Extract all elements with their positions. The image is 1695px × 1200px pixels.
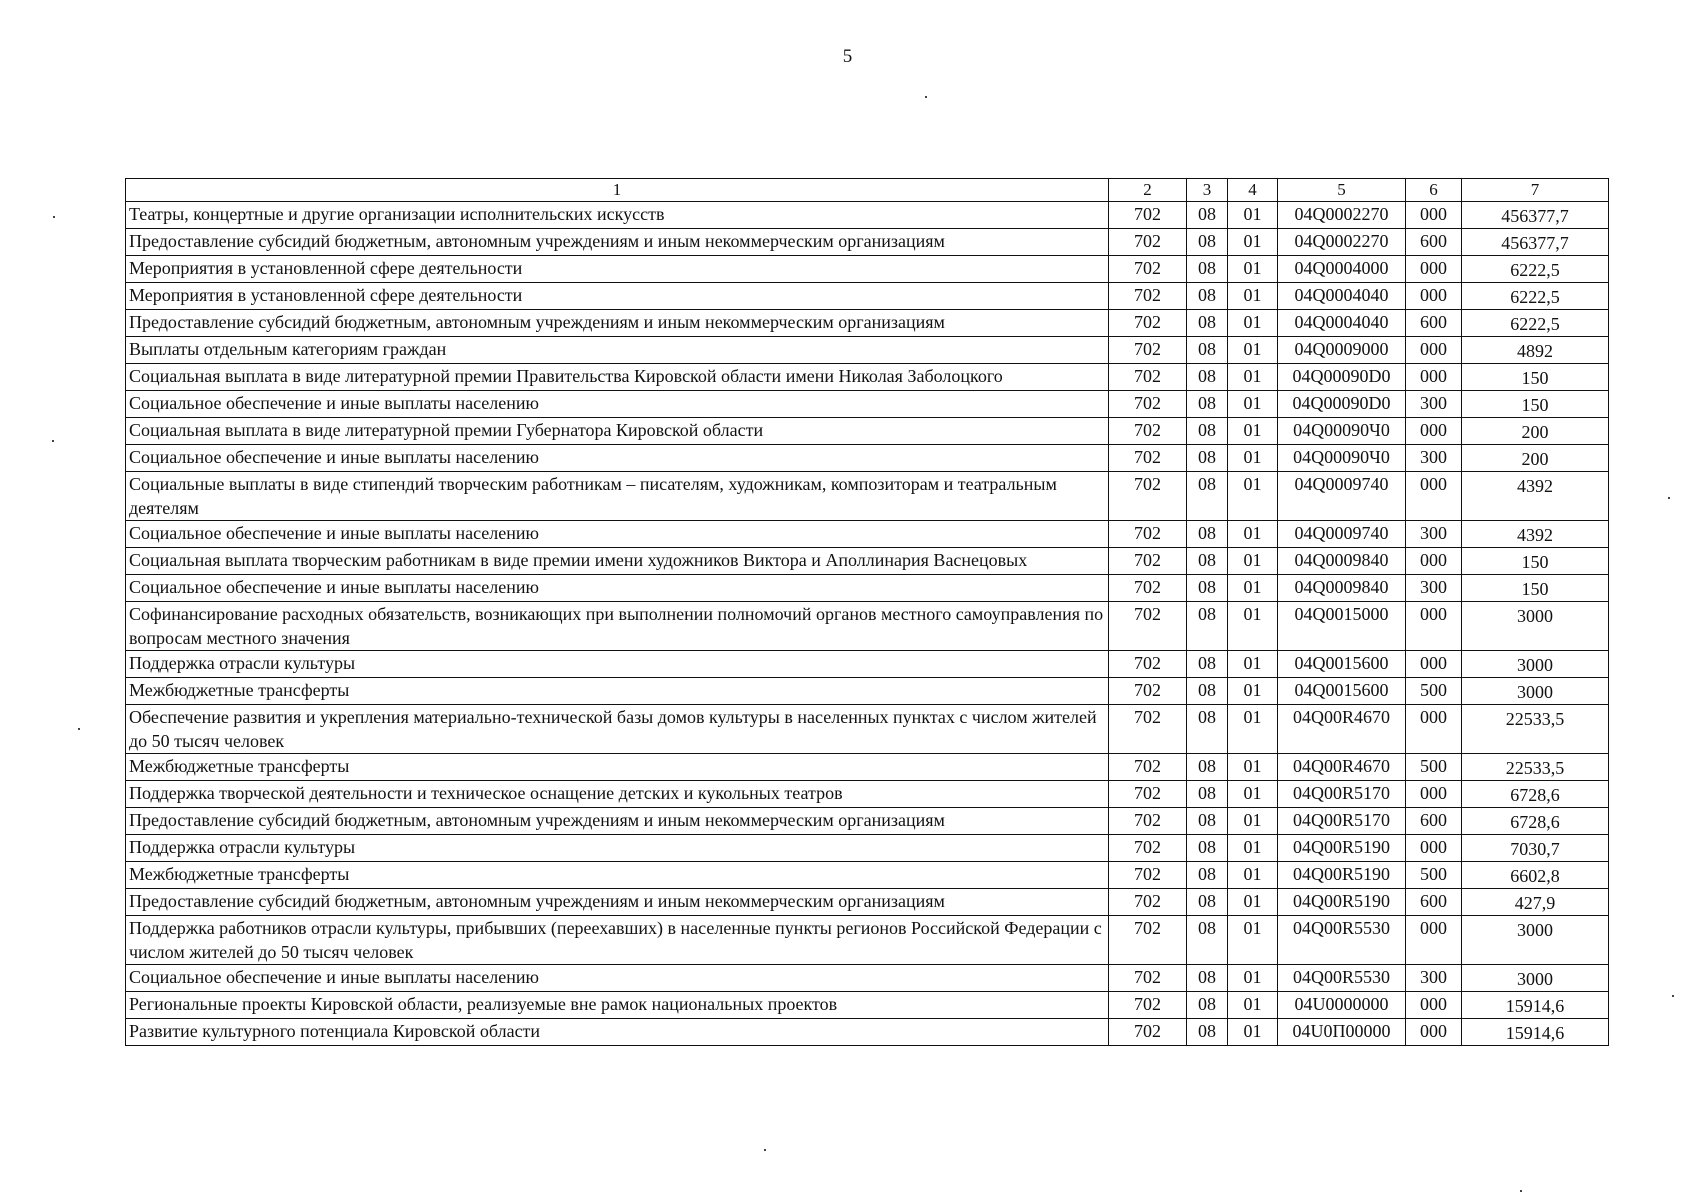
section-code-cell: 08	[1187, 418, 1228, 445]
table-row	[126, 391, 1609, 418]
amount-cell: 22533,5	[1462, 754, 1609, 781]
table-row	[126, 862, 1609, 889]
target-article-cell: 04Q0002270	[1278, 229, 1406, 256]
subsection-code-cell: 01	[1228, 602, 1278, 651]
expense-type-cell: 300	[1406, 965, 1462, 992]
amount-cell: 6728,6	[1462, 808, 1609, 835]
grbs-code-cell: 702	[1109, 472, 1187, 521]
target-article-cell: 04Q0009740	[1278, 472, 1406, 521]
subsection-code-cell: 01	[1228, 916, 1278, 965]
subsection-code-cell: 01	[1228, 310, 1278, 337]
section-code-cell: 08	[1187, 705, 1228, 754]
expense-type-cell: 000	[1406, 1019, 1462, 1046]
subsection-code-cell: 01	[1228, 651, 1278, 678]
target-article-cell: 04Q0004040	[1278, 283, 1406, 310]
section-code-cell: 08	[1187, 202, 1228, 229]
section-code-cell: 08	[1187, 364, 1228, 391]
table-body	[126, 202, 1609, 1046]
scan-speck	[925, 96, 927, 98]
table-row	[126, 992, 1609, 1019]
table-row	[126, 445, 1609, 472]
row-name-cell: Поддержка отрасли культуры	[126, 651, 1109, 678]
row-name-cell: Мероприятия в установленной сфере деятельности	[126, 283, 1109, 310]
target-article-cell: 04Q0015000	[1278, 602, 1406, 651]
section-code-cell: 08	[1187, 256, 1228, 283]
grbs-code-cell: 702	[1109, 916, 1187, 965]
expense-type-cell: 000	[1406, 835, 1462, 862]
table-row	[126, 705, 1609, 754]
subsection-code-cell: 01	[1228, 548, 1278, 575]
page-number: 5	[842, 46, 853, 67]
target-article-cell: 04Q0009740	[1278, 521, 1406, 548]
subsection-code-cell: 01	[1228, 391, 1278, 418]
expense-type-cell: 000	[1406, 364, 1462, 391]
subsection-code-cell: 01	[1228, 202, 1278, 229]
table-row	[126, 754, 1609, 781]
amount-cell: 6602,8	[1462, 862, 1609, 889]
table-row	[126, 283, 1609, 310]
expense-type-cell: 000	[1406, 602, 1462, 651]
subsection-code-cell: 01	[1228, 862, 1278, 889]
expense-type-cell: 300	[1406, 575, 1462, 602]
expense-type-cell: 000	[1406, 283, 1462, 310]
grbs-code-cell: 702	[1109, 256, 1187, 283]
expense-type-cell: 300	[1406, 521, 1462, 548]
amount-cell: 22533,5	[1462, 705, 1609, 754]
section-code-cell: 08	[1187, 337, 1228, 364]
amount-cell: 3000	[1462, 651, 1609, 678]
table-row	[126, 781, 1609, 808]
section-code-cell: 08	[1187, 521, 1228, 548]
amount-cell: 6728,6	[1462, 781, 1609, 808]
row-name-cell: Театры, концертные и другие организации исполнительских искусств	[126, 202, 1109, 229]
amount-cell: 6222,5	[1462, 283, 1609, 310]
row-name-cell: Межбюджетные трансферты	[126, 678, 1109, 705]
subsection-code-cell: 01	[1228, 472, 1278, 521]
subsection-code-cell: 01	[1228, 283, 1278, 310]
row-name-cell: Социальные выплаты в виде стипендий творческим работникам – писателям, художникам, композиторам и театральным деятелям	[126, 472, 1109, 521]
table-row	[126, 575, 1609, 602]
row-name-cell: Социальное обеспечение и иные выплаты населению	[126, 575, 1109, 602]
subsection-code-cell: 01	[1228, 781, 1278, 808]
subsection-code-cell: 01	[1228, 965, 1278, 992]
amount-cell: 150	[1462, 575, 1609, 602]
grbs-code-cell: 702	[1109, 1019, 1187, 1046]
subsection-code-cell: 01	[1228, 229, 1278, 256]
row-name-cell: Предоставление субсидий бюджетным, автономным учреждениям и иным некоммерческим организациям	[126, 229, 1109, 256]
column-header: 7	[1462, 179, 1609, 202]
grbs-code-cell: 702	[1109, 965, 1187, 992]
amount-cell: 3000	[1462, 916, 1609, 965]
target-article-cell: 04Q00090D0	[1278, 364, 1406, 391]
expense-type-cell: 000	[1406, 256, 1462, 283]
grbs-code-cell: 702	[1109, 705, 1187, 754]
amount-cell: 427,9	[1462, 889, 1609, 916]
amount-cell: 15914,6	[1462, 992, 1609, 1019]
row-name-cell: Предоставление субсидий бюджетным, автономным учреждениям и иным некоммерческим организациям	[126, 808, 1109, 835]
scan-speck	[52, 440, 54, 442]
grbs-code-cell: 702	[1109, 521, 1187, 548]
target-article-cell: 04Q00090D0	[1278, 391, 1406, 418]
subsection-code-cell: 01	[1228, 889, 1278, 916]
table-row	[126, 472, 1609, 521]
row-name-cell: Предоставление субсидий бюджетным, автономным учреждениям и иным некоммерческим организациям	[126, 889, 1109, 916]
table-row	[126, 835, 1609, 862]
subsection-code-cell: 01	[1228, 418, 1278, 445]
expense-type-cell: 500	[1406, 754, 1462, 781]
subsection-code-cell: 01	[1228, 575, 1278, 602]
expense-type-cell: 600	[1406, 889, 1462, 916]
target-article-cell: 04U0000000	[1278, 992, 1406, 1019]
subsection-code-cell: 01	[1228, 808, 1278, 835]
target-article-cell: 04Q0009000	[1278, 337, 1406, 364]
amount-cell: 3000	[1462, 965, 1609, 992]
row-name-cell: Поддержка творческой деятельности и техническое оснащение детских и кукольных театров	[126, 781, 1109, 808]
grbs-code-cell: 702	[1109, 337, 1187, 364]
amount-cell: 6222,5	[1462, 256, 1609, 283]
section-code-cell: 08	[1187, 808, 1228, 835]
grbs-code-cell: 702	[1109, 445, 1187, 472]
grbs-code-cell: 702	[1109, 229, 1187, 256]
grbs-code-cell: 702	[1109, 575, 1187, 602]
section-code-cell: 08	[1187, 602, 1228, 651]
target-article-cell: 04Q00R5190	[1278, 835, 1406, 862]
grbs-code-cell: 702	[1109, 602, 1187, 651]
amount-cell: 150	[1462, 548, 1609, 575]
grbs-code-cell: 702	[1109, 862, 1187, 889]
target-article-cell: 04Q0009840	[1278, 575, 1406, 602]
expense-type-cell: 600	[1406, 310, 1462, 337]
table-row	[126, 889, 1609, 916]
table-row	[126, 1019, 1609, 1046]
section-code-cell: 08	[1187, 575, 1228, 602]
expense-type-cell: 300	[1406, 391, 1462, 418]
column-header: 6	[1406, 179, 1462, 202]
section-code-cell: 08	[1187, 965, 1228, 992]
subsection-code-cell: 01	[1228, 256, 1278, 283]
target-article-cell: 04Q00R5190	[1278, 862, 1406, 889]
target-article-cell: 04Q0004040	[1278, 310, 1406, 337]
row-name-cell: Социальное обеспечение и иные выплаты населению	[126, 391, 1109, 418]
column-header: 1	[126, 179, 1109, 202]
row-name-cell: Поддержка отрасли культуры	[126, 835, 1109, 862]
target-article-cell: 04Q0004000	[1278, 256, 1406, 283]
expense-type-cell: 300	[1406, 445, 1462, 472]
section-code-cell: 08	[1187, 992, 1228, 1019]
table-row	[126, 229, 1609, 256]
table-row	[126, 651, 1609, 678]
column-header: 5	[1278, 179, 1406, 202]
grbs-code-cell: 702	[1109, 418, 1187, 445]
amount-cell: 4392	[1462, 472, 1609, 521]
section-code-cell: 08	[1187, 651, 1228, 678]
amount-cell: 200	[1462, 445, 1609, 472]
section-code-cell: 08	[1187, 916, 1228, 965]
grbs-code-cell: 702	[1109, 992, 1187, 1019]
expense-type-cell: 000	[1406, 202, 1462, 229]
amount-cell: 200	[1462, 418, 1609, 445]
expense-type-cell: 600	[1406, 229, 1462, 256]
grbs-code-cell: 702	[1109, 835, 1187, 862]
row-name-cell: Социальная выплата в виде литературной премии Губернатора Кировской области	[126, 418, 1109, 445]
target-article-cell: 04Q00090Ч0	[1278, 418, 1406, 445]
subsection-code-cell: 01	[1228, 992, 1278, 1019]
scan-speck	[1672, 995, 1674, 997]
table-row	[126, 418, 1609, 445]
section-code-cell: 08	[1187, 391, 1228, 418]
section-code-cell: 08	[1187, 548, 1228, 575]
target-article-cell: 04U0П00000	[1278, 1019, 1406, 1046]
row-name-cell: Предоставление субсидий бюджетным, автономным учреждениям и иным некоммерческим организациям	[126, 310, 1109, 337]
budget-table	[125, 178, 1609, 1046]
target-article-cell: 04Q00R4670	[1278, 705, 1406, 754]
expense-type-cell: 000	[1406, 418, 1462, 445]
expense-type-cell: 500	[1406, 862, 1462, 889]
table-row	[126, 364, 1609, 391]
grbs-code-cell: 702	[1109, 754, 1187, 781]
row-name-cell: Обеспечение развития и укрепления материально-технической базы домов культуры в населенных пунктах с числом жителей до 50 тысяч человек	[126, 705, 1109, 754]
subsection-code-cell: 01	[1228, 1019, 1278, 1046]
amount-cell: 150	[1462, 364, 1609, 391]
section-code-cell: 08	[1187, 229, 1228, 256]
target-article-cell: 04Q0009840	[1278, 548, 1406, 575]
row-name-cell: Развитие культурного потенциала Кировской области	[126, 1019, 1109, 1046]
subsection-code-cell: 01	[1228, 835, 1278, 862]
target-article-cell: 04Q00R5530	[1278, 916, 1406, 965]
subsection-code-cell: 01	[1228, 364, 1278, 391]
grbs-code-cell: 702	[1109, 678, 1187, 705]
amount-cell: 15914,6	[1462, 1019, 1609, 1046]
grbs-code-cell: 702	[1109, 548, 1187, 575]
amount-cell: 4392	[1462, 521, 1609, 548]
row-name-cell: Социальная выплата в виде литературной премии Правительства Кировской области имени Николая Заболоцкого	[126, 364, 1109, 391]
scan-speck	[1520, 1190, 1522, 1192]
amount-cell: 4892	[1462, 337, 1609, 364]
section-code-cell: 08	[1187, 678, 1228, 705]
table-row	[126, 337, 1609, 364]
row-name-cell: Региональные проекты Кировской области, реализуемые вне рамок национальных проектов	[126, 992, 1109, 1019]
subsection-code-cell: 01	[1228, 678, 1278, 705]
column-header: 3	[1187, 179, 1228, 202]
target-article-cell: 04Q0015600	[1278, 651, 1406, 678]
grbs-code-cell: 702	[1109, 889, 1187, 916]
expense-type-cell: 000	[1406, 548, 1462, 575]
amount-cell: 6222,5	[1462, 310, 1609, 337]
amount-cell: 3000	[1462, 602, 1609, 651]
section-code-cell: 08	[1187, 781, 1228, 808]
grbs-code-cell: 702	[1109, 202, 1187, 229]
row-name-cell: Социальная выплата творческим работникам в виде премии имени художников Виктора и Аполлинария Васнецовых	[126, 548, 1109, 575]
table-row	[126, 965, 1609, 992]
table-row	[126, 678, 1609, 705]
amount-cell: 456377,7	[1462, 229, 1609, 256]
grbs-code-cell: 702	[1109, 808, 1187, 835]
expense-type-cell: 000	[1406, 651, 1462, 678]
section-code-cell: 08	[1187, 310, 1228, 337]
row-name-cell: Социальное обеспечение и иные выплаты населению	[126, 965, 1109, 992]
row-name-cell: Поддержка работников отрасли культуры, прибывших (переехавших) в населенные пункты регионов Российской Федерации с числом жителей до 50 тысяч человек	[126, 916, 1109, 965]
grbs-code-cell: 702	[1109, 310, 1187, 337]
section-code-cell: 08	[1187, 445, 1228, 472]
row-name-cell: Мероприятия в установленной сфере деятельности	[126, 256, 1109, 283]
target-article-cell: 04Q00090Ч0	[1278, 445, 1406, 472]
target-article-cell: 04Q00R5170	[1278, 781, 1406, 808]
target-article-cell: 04Q00R5170	[1278, 808, 1406, 835]
section-code-cell: 08	[1187, 835, 1228, 862]
expense-type-cell: 000	[1406, 472, 1462, 521]
grbs-code-cell: 702	[1109, 781, 1187, 808]
row-name-cell: Межбюджетные трансферты	[126, 862, 1109, 889]
subsection-code-cell: 01	[1228, 521, 1278, 548]
table-row	[126, 808, 1609, 835]
amount-cell: 150	[1462, 391, 1609, 418]
expense-type-cell: 000	[1406, 916, 1462, 965]
section-code-cell: 08	[1187, 862, 1228, 889]
section-code-cell: 08	[1187, 754, 1228, 781]
subsection-code-cell: 01	[1228, 337, 1278, 364]
section-code-cell: 08	[1187, 889, 1228, 916]
scan-speck	[1668, 497, 1670, 499]
expense-type-cell: 600	[1406, 808, 1462, 835]
amount-cell: 3000	[1462, 678, 1609, 705]
target-article-cell: 04Q00R4670	[1278, 754, 1406, 781]
section-code-cell: 08	[1187, 283, 1228, 310]
target-article-cell: 04Q00R5190	[1278, 889, 1406, 916]
table-row	[126, 256, 1609, 283]
section-code-cell: 08	[1187, 472, 1228, 521]
subsection-code-cell: 01	[1228, 754, 1278, 781]
expense-type-cell: 000	[1406, 337, 1462, 364]
amount-cell: 456377,7	[1462, 202, 1609, 229]
row-name-cell: Выплаты отдельным категориям граждан	[126, 337, 1109, 364]
table-row	[126, 602, 1609, 651]
grbs-code-cell: 702	[1109, 283, 1187, 310]
grbs-code-cell: 702	[1109, 651, 1187, 678]
table-header-row	[126, 179, 1609, 202]
scan-speck	[78, 728, 80, 730]
grbs-code-cell: 702	[1109, 391, 1187, 418]
column-header: 4	[1228, 179, 1278, 202]
section-code-cell: 08	[1187, 1019, 1228, 1046]
scan-speck	[764, 1149, 766, 1151]
row-name-cell: Социальное обеспечение и иные выплаты населению	[126, 445, 1109, 472]
column-header: 2	[1109, 179, 1187, 202]
table-row	[126, 521, 1609, 548]
grbs-code-cell: 702	[1109, 364, 1187, 391]
table-row	[126, 202, 1609, 229]
row-name-cell: Софинансирование расходных обязательств, возникающих при выполнении полномочий органов местного самоуправления по вопросам местного значения	[126, 602, 1109, 651]
expense-type-cell: 000	[1406, 705, 1462, 754]
row-name-cell: Социальное обеспечение и иные выплаты населению	[126, 521, 1109, 548]
subsection-code-cell: 01	[1228, 445, 1278, 472]
table-row	[126, 548, 1609, 575]
scan-speck	[53, 216, 55, 218]
expense-type-cell: 000	[1406, 992, 1462, 1019]
expense-type-cell: 000	[1406, 781, 1462, 808]
row-name-cell: Межбюджетные трансферты	[126, 754, 1109, 781]
target-article-cell: 04Q0015600	[1278, 678, 1406, 705]
target-article-cell: 04Q0002270	[1278, 202, 1406, 229]
expense-type-cell: 500	[1406, 678, 1462, 705]
table-row	[126, 916, 1609, 965]
amount-cell: 7030,7	[1462, 835, 1609, 862]
target-article-cell: 04Q00R5530	[1278, 965, 1406, 992]
table-row	[126, 310, 1609, 337]
subsection-code-cell: 01	[1228, 705, 1278, 754]
